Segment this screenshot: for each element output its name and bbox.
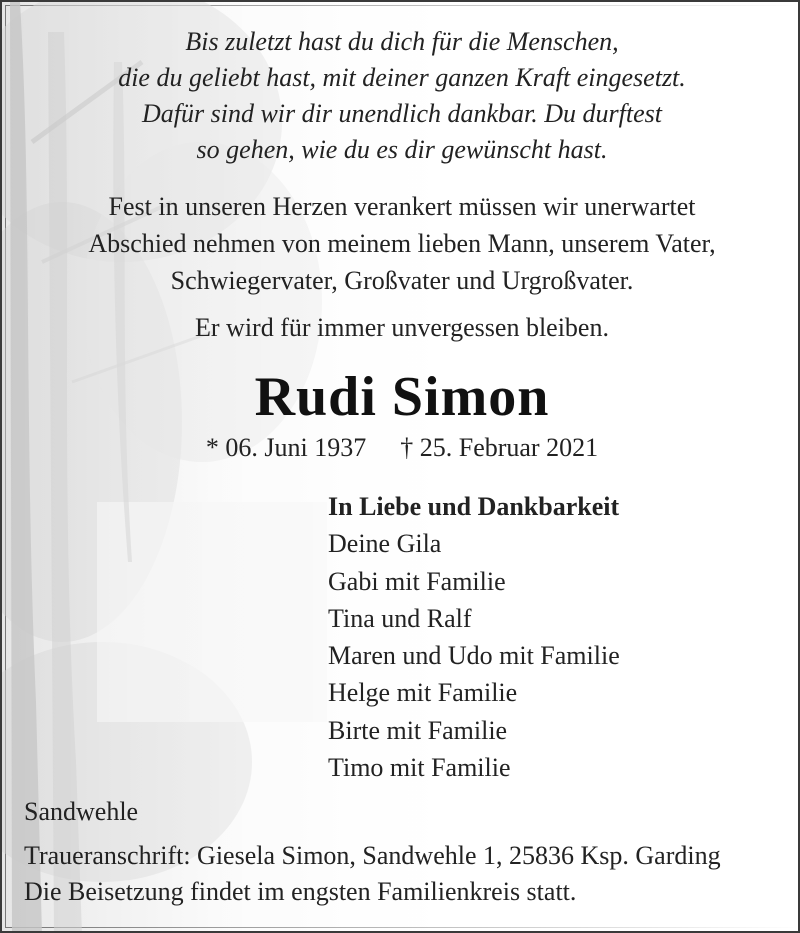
verse-line: Bis zuletzt hast du dich für die Menschen, [185,27,619,56]
mourner-name: Tina und Ralf [328,603,472,633]
verse-line: Dafür sind wir dir unendlich dankbar. Du durftest [141,99,662,128]
mourning-address: Traueranschrift: Giesela Simon, Sandwehle 1, 25836 Ksp. Garding [24,841,721,870]
mourner-name: Helge mit Familie [328,678,518,708]
mourners-heading: In Liebe und Dankbarkeit [328,492,620,521]
verse-line: die du geliebt hast, mit deiner ganzen Kraft eingesetzt. [118,63,686,92]
verse-line: so gehen, wie du es dir gewünscht hast. [196,135,608,164]
verse-block [2,24,800,168]
mourner-name: Birte mit Familie [328,715,508,745]
death-date: † 25. Februar 2021 [400,433,599,462]
footer-block [24,838,721,910]
intro-line: Fest in unseren Herzen verankert müssen wir unerwartet [108,192,696,221]
life-dates [2,430,800,466]
intro-line: Schwiegervater, Großvater und Urgroßvater. [170,266,634,295]
deceased-name: Rudi Simon [254,366,550,428]
mourners-list [328,488,620,786]
burial-note: Die Beisetzung findet im engsten Familienkreis statt. [24,877,577,906]
mourner-name: Gabi mit Familie [328,566,506,596]
mourner-name: Maren und Udo mit Familie [328,641,620,671]
memorial-quote: Er wird für immer unvergessen bleiben. [195,313,609,342]
intro-line: Abschied nehmen von meinem lieben Mann, unserem Vater, [88,229,716,258]
mourner-name: Deine Gila [328,529,442,559]
intro-block [2,188,800,299]
mourner-name: Timo mit Familie [328,753,511,783]
birth-date: * 06. Juni 1937 [205,433,367,462]
place-name: Sandwehle [24,797,139,826]
